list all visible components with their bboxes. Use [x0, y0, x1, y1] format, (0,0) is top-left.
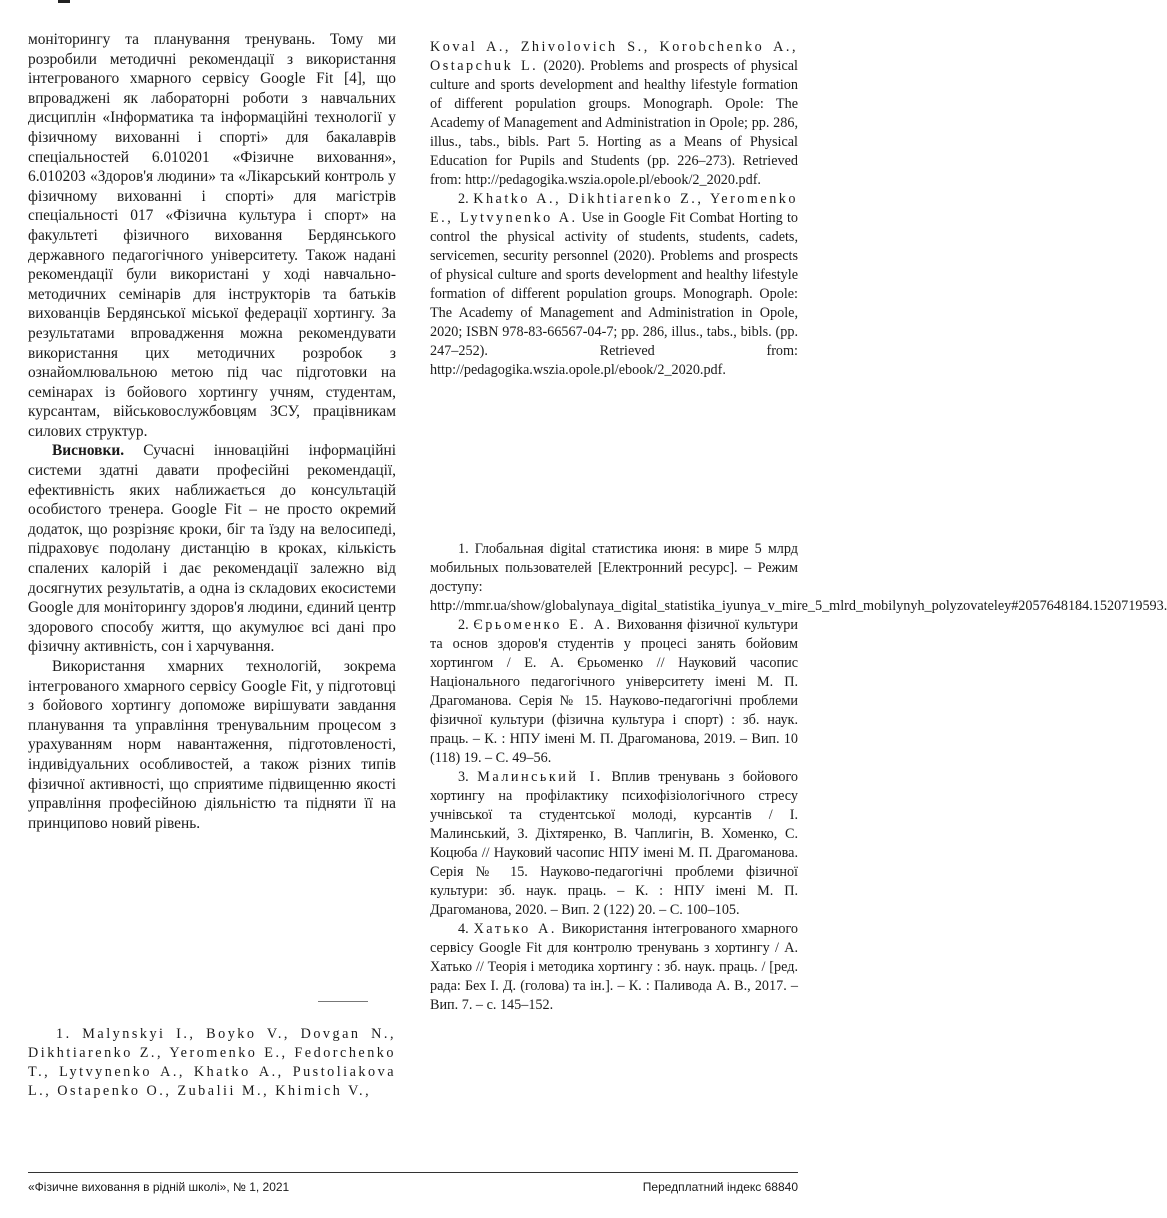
- reference-2: [430, 190, 798, 380]
- ua-reference-2: [430, 616, 798, 768]
- top-mark: [58, 0, 70, 3]
- ua-reference-2-number: 2.: [458, 617, 474, 633]
- paragraph-implementation: моніторингу та планування тренувань. Тому ми розробили методичні рекомендації з використання інтегрованого хмарного сервісу Google Fit [4], що впроваджені як лабораторні роботи з навчальних дисциплін «Інформатика та інформаційні технології у фізичному вихованні і спорті» для бакалаврів спеціальностей 6.010201 «Фізичне виховання», 6.010203 «Здоров'я людини» та «Лікарський контроль у фізичному вихованні і спорті» для магістрів спеціальності 017 «Фізична культура і спорт» на факультеті фізичного виховання Бердянського державного педагогічного університету. Також надані рекомендації були використані у ході навчально-методичних семінарів для інструкторів та батьків вихованців Бердянської міської федерації хортингу. За результатами впровадження можна рекомендувати використання цих методичних розробок з ознайомлювальною метою під час підготовки на семінарах із бойового хортингу учням, студентам, курсантам, військовослужбовцям ЗСУ, працівникам силових структур.: [28, 31, 396, 440]
- reference-2-number: 2.: [458, 191, 474, 207]
- footer-journal-title: «Фізичне виховання в рідній школі», № 1, 2021: [28, 1180, 290, 1194]
- ua-reference-4-text: Використання інтегрованого хмарного сервісу Google Fit для контролю тренувань з хортингу / А. Хатько // Теорія і методика хортингу : зб. наук. праць. / [ред. рада: Бех І. Д. (голова) та ін.]. – К. : Паливода А. В., 2017. – Вип. 7. – с. 145–152.: [430, 921, 799, 1013]
- reference-1-continued: [430, 38, 798, 190]
- ua-reference-4: [430, 920, 798, 1015]
- footer-subscription-index: Передплатний індекс 68840: [642, 1180, 798, 1194]
- ua-reference-4-author: Хатько А.: [473, 921, 557, 937]
- ua-reference-3-author: Малинський І.: [477, 769, 603, 785]
- ua-reference-3-text: Вплив тренувань з бойового хортингу на профілактику психофізіологічного стресу учнівської та студентської молоді, курсантів / І. Малинський, З. Діхтяренко, В. Чаплигін, В. Хоменко, С. Коцюба // Науковий часопис НПУ імені М. П. Драгоманова. Серія № 15. Науково-педагогічні проблеми фізичної культури: зб. наук. праць. – К. : НПУ імені М. П. Драгоманова, 2020. – Вип. 2 (122) 20. – С. 100–105.: [430, 769, 799, 918]
- reference-2-text: Use in Google Fit Combat Horting to control the physical activity of students, students, cadets, servicemen, security personnel (2020). Problems and prospects of physical culture and sports development and healthy lifestyle formation of different population groups. Monograph. Opole: The Academy of Management and Administration in Opole, 2020; ISBN 978-83-66567-04-7; pp. 286, illus., tabs., bibls. (pp. 247–252). Retrieved from: http://pedagogika.wszia.opole.pl/ebook/2_2020.pdf.: [430, 210, 798, 378]
- ua-reference-3: [430, 768, 798, 920]
- left-column: [28, 30, 396, 833]
- references-en-start: [28, 1025, 396, 1101]
- conclusions-text: Сучасні інноваційні інформаційні системи здатні давати професійні рекомендації, ефективність яких наближається до консультацій особистого тренера. Google Fit – не просто окремий додаток, що розрізняє кроки, біг та їзду на велосипеді, підраховує подолану дистанцію в кроках, кількість спалених калорій і дає рекомендації залежно від досягнутих результатів, а одна із складових екосистеми Google для моніторингу здоров'я людини, єдиний центр здорового способу життя, що акумулює всі дані про фізичну активність, сон і харчування.: [28, 442, 396, 656]
- paragraph-conclusions: [28, 441, 396, 657]
- paragraph-cloud-technologies: Використання хмарних технологій, зокрема інтегрованого хмарного сервісу Google Fit, у підготовці з бойового хортингу допоможе вирішувати завдання планування та управління тренувальним процесом з урахуванням норм навантаження, підготовленості, індивідуальних особливостей, а також різних типів фізичної активності, що сприятиме підвищенню якості управління професійною діяльністю та підняти її на принципово новий рівень.: [28, 658, 396, 832]
- ua-reference-4-number: 4.: [458, 921, 474, 937]
- reference-2-authors: Khatko A., Dikhtiarenko Z., Yeromenko E., Lytvynenko A.: [430, 191, 798, 226]
- reference-1-authors: 1. Malynskyi I., Boyko V., Dovgan N., Dikhtiarenko Z., Yeromenko E., Fedorchenko T., Lytvynenko A., Khatko A., Pustoliakova L., Ostapenko O., Zubalii M., Khimich V.,: [28, 1026, 396, 1099]
- footer-rule: [28, 1172, 798, 1173]
- section-divider: [318, 1001, 368, 1002]
- ua-reference-2-author: Єрьоменко Е. А.: [473, 617, 613, 633]
- reference-1-authors-cont: Koval A., Zhivolovich S., Korobchenko A., Ostapchuk L.: [430, 39, 798, 74]
- ua-reference-1: 1. Глобальная digital статистика июня: в мире 5 млрд мобильных пользователей [Електронний ресурс]. – Режим доступу: http://mmr.ua/show/globalynaya_digital_statistika_iyunya_v_mire_5_mlrd_mobilynyh_polyzovateley#2057648184.1520719593.: [430, 541, 1167, 614]
- ua-reference-2-text: Виховання фізичної культури та основ здоров'я студентів у процесі занять бойовим хортингом / Е. А. Єрьоменко // Науковий часопис Національного педагогічного університету імені М. П. Драгоманова. Серія № 15. Науково-педагогічні проблеми фізичної культури (фізична культура і спорт) : зб. наук. праць. – К. : НПУ імені М. П. Драгоманова, 2019. – Вип. 10 (118) 19. – С. 49–56.: [430, 617, 798, 766]
- reference-1-text: (2020). Problems and prospects of physical culture and sports development and healthy lifestyle formation of different population groups. Monograph. Opole: The Academy of Management and Administration in Opole; pp. 286, illus., tabs., bibls. Part 5. Horting as a Means of Physical Education for Pupils and Students (pp. 226–273). Retrieved from: http://pedagogika.wszia.opole.pl/ebook/2_2020.pdf.: [430, 58, 798, 188]
- references-ua: [430, 540, 1167, 1015]
- ua-reference-3-number: 3.: [458, 769, 478, 785]
- right-column: [430, 38, 798, 380]
- conclusions-heading: Висновки.: [52, 442, 125, 460]
